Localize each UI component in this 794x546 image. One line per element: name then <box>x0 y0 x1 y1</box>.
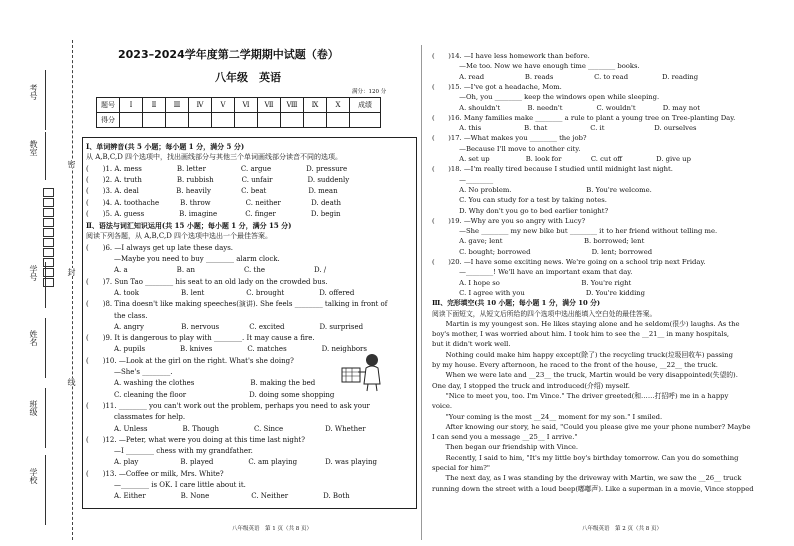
text-line: A. took B. lent C. brought D. offered <box>86 288 355 297</box>
text-line: ( )14. —I have less homework than before. <box>432 52 590 60</box>
text-line: "Your coming is the most __24__ moment for my son." I smiled. <box>432 412 663 421</box>
text-line: A. washing the clothes B. making the bed <box>86 379 316 388</box>
score-header-cell: Ⅲ <box>166 98 189 113</box>
text-line: A. Either B. None C. Neither D. Both <box>86 492 350 501</box>
text-line: Martin is my youngest son. He likes staying alone and he seldom(很少) laughs. As the <box>432 319 740 328</box>
text-line: ( )11. ________ you can't work out the problem, perhaps you need to ask your <box>86 401 370 410</box>
text-line: ( )3. A. deal B. heavily C. beat D. mean <box>86 187 338 196</box>
text-line: ( )18. —I'm really tired because I studied until midnight last night. <box>432 165 673 174</box>
text-line: A. shouldn't B. needn't C. wouldn't D. may not <box>432 103 700 112</box>
text-line: One day, I stopped the truck and introduced(介绍) myself. <box>432 381 630 390</box>
text-line: ( )15. —I've got a headache, Mom. <box>432 82 562 91</box>
score-header-cell: 成绩 <box>350 98 381 113</box>
text-line: special for him?" <box>432 464 491 472</box>
margin-label-banji: 班级 <box>29 400 38 416</box>
text-line: A. I hope so B. You're right <box>432 278 632 287</box>
seal-dashed-line <box>72 40 73 540</box>
score-cell <box>327 113 350 128</box>
margin-line <box>45 132 46 180</box>
exam-title: 2023–2024学年度第二学期期中试题（卷） <box>118 48 339 61</box>
text-line: Then began our friendship with Vince. <box>432 443 579 452</box>
margin-label-xuexiao: 学校 <box>29 468 38 484</box>
score-cell <box>212 113 235 128</box>
text-line: ( )5. A. guess B. imagine C. finger D. begin <box>86 209 341 218</box>
text-line: A. No problem. B. You're welcome. <box>432 185 652 194</box>
text-line: D. Why don't you go to bed earlier tonight? <box>432 206 609 215</box>
text-line: —________! We'll have an important exam that day. <box>432 268 633 277</box>
page-divider <box>421 45 422 540</box>
text-line: —Me too. Now we have enough time ________ books. <box>432 62 640 71</box>
text-line: —________ is OK. I care little about it. <box>86 481 246 489</box>
score-header-cell: Ⅱ <box>143 98 166 113</box>
text-line: When we were late and __23__ the truck, Martin would be very disappointed(失望的). <box>432 371 738 380</box>
text-line: ( )7. Sun Tao ________ his seat to an old lady on the crowded bus. <box>86 277 328 286</box>
margin-line <box>45 318 46 378</box>
text-line: 阅读下面短文，从短文后所给的四个选项中选出能填入空白处的最佳答案。 <box>432 309 657 318</box>
margin-line <box>45 455 46 525</box>
text-line: by my house. Every afternoon, he raced to the front of the house, __22__ the truck. <box>432 361 718 369</box>
margin-label-jiaoshi: 教室 <box>29 140 38 156</box>
score-header-cell: Ⅰ <box>120 98 143 113</box>
text-line: A. pupils B. knives C. matches D. neighbors <box>86 345 367 354</box>
text-line: —Oh, you ________ keep the windows open while sleeping. <box>432 93 660 102</box>
score-header-cell: Ⅳ <box>189 98 212 113</box>
full-score: 满分：120 分 <box>352 89 387 95</box>
girl-body <box>364 366 380 384</box>
text-line: Ⅱ、语法与词汇知识运用(共 15 小题；每小题 1 分，满分 15 分) <box>86 221 292 231</box>
girl-legs <box>367 384 377 391</box>
margin-label-xingming: 姓名 <box>29 330 38 346</box>
text-line: 阅读下列各题，从 A,B,C,D 四个选项中选出一个最佳答案。 <box>86 232 273 241</box>
bed-frame <box>342 368 360 382</box>
margin-line <box>45 262 46 308</box>
text-line: Nothing could make him happy except(除了) the recycling truck(垃圾回收车) passing <box>432 350 733 359</box>
text-line: ( )4. A. toothache B. throw C. neither D. death <box>86 198 342 207</box>
text-line: C. cleaning the floor D. doing some shopping <box>86 390 335 399</box>
score-header-cell: Ⅹ <box>327 98 350 113</box>
score-cell <box>143 113 166 128</box>
text-line: ( )10. —Look at the girl on the right. What's she doing? <box>86 356 294 365</box>
score-cell <box>189 113 212 128</box>
text-line: ( )8. Tina doesn't like making speeches(演讲). She feels ________ talking in front of <box>86 300 388 309</box>
text-line: —Because I'll move to another city. <box>432 144 581 153</box>
bed-pattern <box>342 368 360 382</box>
text-line: but it didn't work well. <box>432 340 511 349</box>
text-line: Ⅰ、单词辨音(共 5 小题；每小题 1 分，满分 5 分) <box>86 142 245 151</box>
text-line: ( )6. —I always get up late these days. <box>86 243 234 252</box>
text-line: ( )13. —Coffee or milk, Mrs. White? <box>86 469 224 478</box>
score-table <box>96 97 381 128</box>
score-cell <box>235 113 258 128</box>
text-line: 从 A,B,C,D 四个选项中，找出画线部分与其他三个单词画线部分读音不同的选项。 <box>86 153 343 162</box>
girl-cleaning-illustration <box>340 350 386 392</box>
text-line: —She's ________. <box>86 368 173 376</box>
text-line: ( )9. It is dangerous to play with ________. It may cause a fire. <box>86 334 315 343</box>
text-line: —I ________ chess with my grandfather. <box>86 447 253 456</box>
margin-label-kaohao: 考号 <box>29 84 38 100</box>
score-table-score-row <box>97 113 381 128</box>
text-line: A. gave; lent B. borrowed; lent <box>432 237 645 246</box>
text-line: The next day, as I was standing by the driveway with Martin, we saw the __26__ truck <box>432 474 742 483</box>
text-line: C. I agree with you D. You're kidding <box>432 288 646 297</box>
text-line: A. a B. an C. the D. / <box>86 266 327 275</box>
seal-char-mi: 密 <box>67 160 76 168</box>
text-line: running down the street with a loud beep(嘟嘟声). Like a superman in a movie, Vince stopped <box>432 484 754 493</box>
score-cell <box>281 113 304 128</box>
score-header-cell: Ⅸ <box>304 98 327 113</box>
score-header-cell: Ⅷ <box>281 98 304 113</box>
text-line: ( )1. A. mess B. letter C. argue D. pressure <box>86 164 348 173</box>
text-line: boy's mother, I was worried about him. I took him to see the __21__ in many hospitals, <box>432 330 730 339</box>
text-line: A. angry B. nervous C. excited D. surprised <box>86 322 364 331</box>
score-header-cell: Ⅵ <box>235 98 258 113</box>
text-line: ( )20. —I have some exciting news. We're going on a school trip next Friday. <box>432 258 706 266</box>
seal-char-xian: 线 <box>67 378 76 386</box>
text-line: After knowing our story, he said, "Could you please give me your phone number? Maybe <box>432 422 751 431</box>
footer-left: 八年级英语 第 1 页（共 8 页） <box>232 526 312 532</box>
text-line: voice. <box>432 402 453 411</box>
score-header-cell: Ⅴ <box>212 98 235 113</box>
binding-margin <box>0 0 92 546</box>
text-line: C. You can study for a test by taking notes. <box>432 196 607 205</box>
text-line: Ⅲ、完形填空(共 10 小题；每小题 1 分，满分 10 分) <box>432 299 601 308</box>
text-line: A. read B. reads C. to read D. reading <box>432 72 699 81</box>
text-line: —________ <box>432 175 494 184</box>
text-line: Recently, I said to him, "It's my little boy's birthday tomorrow. Can you do something <box>432 453 739 462</box>
text-line: A. set up B. look for C. cut off D. give up <box>432 155 691 163</box>
text-line: —Maybe you need to buy ________ alarm clock. <box>86 255 280 263</box>
score-header-cell: Ⅶ <box>258 98 281 113</box>
score-cell <box>120 113 143 128</box>
text-line: A. play B. played C. am playing D. was playing <box>86 458 377 467</box>
text-line: "Nice to meet you, too. I'm Vince." The driver greeted(和……打招呼) me in a happy <box>432 391 729 400</box>
text-line: —She ________ my new bike but ________ it to her friend without telling me. <box>432 227 718 236</box>
text-line: C. bought; borrowed D. lent; borrowed <box>432 247 653 256</box>
score-cell <box>304 113 327 128</box>
score-cell <box>166 113 189 128</box>
footer-right: 八年级英语 第 2 页（共 8 页） <box>582 526 662 532</box>
text-line: A. Unless B. Though C. Since D. Whether <box>86 424 366 433</box>
exam-subtitle: 八年级 英语 <box>215 71 281 84</box>
score-row-label: 得分 <box>97 113 120 128</box>
text-line: ( )19. —Why are you so angry with Lucy? <box>432 216 586 225</box>
margin-label-xuehao: 学号 <box>29 265 38 281</box>
text-line: ( )2. A. truth B. rubbish C. unfair D. suddenly <box>86 175 350 184</box>
girl-head <box>366 354 378 366</box>
text-line: the class. <box>86 311 148 320</box>
text-line: classmates for help. <box>86 413 186 422</box>
text-line: I can send you a message __25__ I arrive." <box>432 433 578 442</box>
score-table-header-row <box>97 98 381 113</box>
text-line: ( )16. Many families make ________ a rule to plant a young tree on Tree-planting Day. <box>432 113 736 122</box>
text-line: ( )12. —Peter, what were you doing at this time last night? <box>86 435 305 444</box>
margin-line <box>45 388 46 448</box>
score-cell <box>258 113 281 128</box>
margin-line <box>45 70 46 130</box>
score-cell <box>350 113 381 128</box>
text-line: ( )17. —What makes you ________ the job? <box>432 134 587 143</box>
seal-char-feng: 封 <box>67 268 76 276</box>
text-line: A. this B. that C. it D. ourselves <box>432 124 697 133</box>
score-header-cell: 题号 <box>97 98 120 113</box>
